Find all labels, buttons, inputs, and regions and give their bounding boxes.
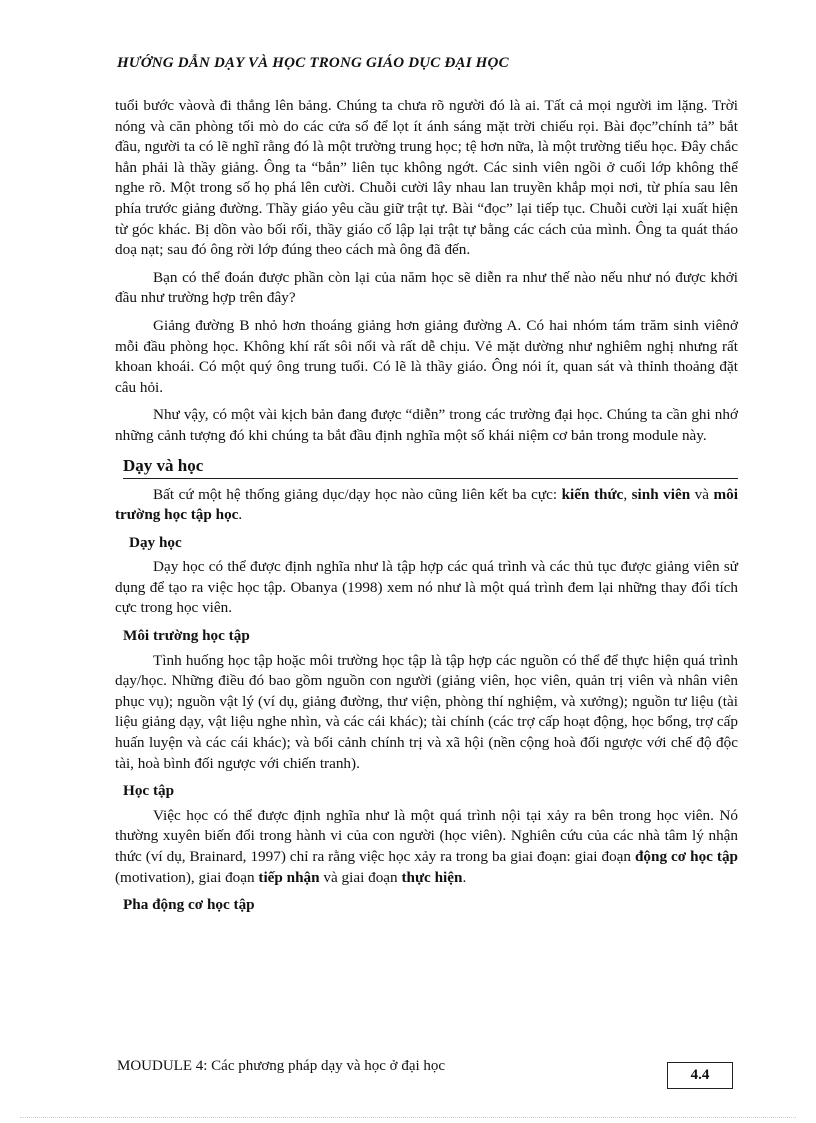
learning-bold-reception: tiếp nhận	[258, 868, 320, 886]
learning-text-b: (motivation), giai đoạn	[115, 868, 259, 886]
intro-paragraph-3: Giảng đường B nhỏ hơn thoáng giảng hơn giảng đường A. Có hai nhóm tám trăm sinh viênở mỗi đầu phòng học. Không khí rất sôi nổi và rất dễ chịu. Vẻ mặt dường như nghiêm nghị nhưng rất khoan khoái. Có một quý ông trung tuổi. Có lẽ là thầy giáo. Ông nói ít, quan sát và thỉnh thoảng đặt câu hỏi.	[115, 316, 738, 396]
intro-paragraph-4: Như vậy, có một vài kịch bản đang được “diễn” trong các trường đại học. Chúng ta cần ghi nhớ những cảnh tượng đó khi chúng ta bắt đầu định nghĩa một số khái niệm cơ bản trong module này.	[115, 406, 738, 444]
lead-bold-knowledge: kiến thức	[561, 485, 624, 503]
environment-paragraph: Tình huống học tập hoặc môi trường học tập là tập hợp các nguồn có thể để thực hiện quá trình dạy/học. Những điều đó bao gồm nguồn con người (giảng viên, học viên, quản trị viên và nhân viên phục vụ); nguồn vật lý (ví dụ, giảng đường, thư viện, phòng thí nghiệm, và xưởng); nguồn tư liệu (tài liệu giảng dạy, vật liệu nghe nhìn, và các cái khác); tài chính (các trợ cấp hoạt động, học bổng, trợ cấp huấn luyện và các cái khác); và bối cảnh chính trị và xã hội (nền cộng hoà đối ngược với chế độ độc tài, hoà bình đối ngược với chiến tranh).	[115, 651, 738, 772]
motivation-heading: Pha động cơ học tập	[123, 896, 255, 914]
document-body	[115, 96, 738, 920]
learning-heading: Học tập	[123, 782, 175, 800]
learning-bold-performance: thực hiện	[401, 868, 463, 886]
lead-sep-1: ,	[623, 485, 632, 503]
teaching-heading: Dạy học	[129, 533, 182, 551]
section-title: Dạy và học	[123, 455, 738, 479]
section-lead-paragraph	[115, 485, 738, 526]
learning-text-d: .	[462, 868, 467, 886]
learning-bold-motivation: động cơ học tập	[634, 848, 738, 865]
learning-text-c: và giai đoạn	[319, 868, 402, 886]
page-number-box: 4.4	[667, 1062, 733, 1089]
environment-heading: Môi trường học tập	[123, 627, 250, 645]
lead-text: Bất cứ một hệ thống giảng dục/dạy học nào cũng liên kết ba cực:	[153, 485, 562, 503]
bottom-dotted-rule	[20, 1117, 796, 1118]
footer-module-title: MOUDULE 4: Các phương pháp dạy và học ở đại học	[117, 1058, 446, 1074]
learning-paragraph	[115, 806, 738, 888]
intro-paragraph-1: tuổi bước vàovà đi thẳng lên bảng. Chúng ta chưa rõ người đó là ai. Tất cả mọi người im lặng. Trời nóng và căn phòng tối mò do các cửa sổ để lọt ít ánh sáng mặt trời chiếu rọi. Bài đọc”chính tả” bắt đầu, người ta có lẽ nghĩ rằng đó là một trường trung học; tệ hơn nữa, là một trường tiểu học. Đây chắc hẳn phải là thầy giảng. Ông ta “bắn” liên tục không ngớt. Các sinh viên ngồi ở cuối lớp không thể nghe rõ. Một trong số họ phá lên cười. Chuỗi cười lây nhau lan truyền khắp mọi nơi, từ phía sau lên phía trước giảng đường. Thầy giáo yêu cầu giữ trật tự. Bài “đọc” lại tiếp tục. Chuỗi cười lại xuất hiện từ góc khác. Bị dồn vào bối rối, thầy giáo cố lập lại trật tự bằng các cách của mình. Ông ta quát tháo doạ nạt; sau đó ông rời lớp đúng theo cách mà ông đã đến.	[115, 97, 738, 259]
lead-end: .	[238, 506, 243, 524]
lead-bold-students: sinh viên	[631, 485, 691, 503]
running-header: HƯỚNG DẪN DẠY VÀ HỌC TRONG GIÁO DỤC ĐẠI HỌC	[117, 55, 509, 71]
lead-bold-environment: môi trường học tập học	[115, 485, 738, 524]
learning-text-a: Việc học có thể được định nghĩa như là một quá trình nội tại xảy ra bên trong học viên. Nó thường xuyên biến đổi trong hành vi của con người (học viên). Nghiên cứu của các nhà tâm lý nhận thức (ví dụ, Brainard, 1997) chỉ ra rằng việc học xảy ra trong ba giai đoạn: giai đoạn	[115, 806, 738, 865]
teaching-paragraph: Dạy học có thể được định nghĩa như là tập hợp các quá trình và các thủ tục được giảng viên sử dụng để tạo ra việc học tập. Obanya (1998) xem nó như là một quá trình đem lại những thay đổi tích cực trong học viên.	[115, 558, 738, 617]
lead-sep-2: và	[690, 485, 714, 503]
intro-paragraph-2: Bạn có thể đoán được phần còn lại của năm học sẽ diễn ra như thế nào nếu như nó được khởi đầu như trường hợp trên đây?	[115, 268, 738, 307]
